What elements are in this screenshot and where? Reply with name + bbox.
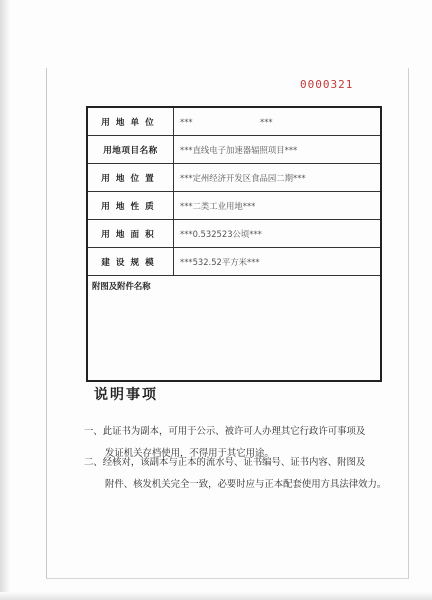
table-row bbox=[87, 220, 381, 248]
attachments-label: 附图及附件名称 bbox=[92, 281, 151, 291]
project-name-label: 用地项目名称 bbox=[87, 136, 174, 164]
table-row bbox=[87, 276, 381, 382]
land-user-value bbox=[174, 107, 382, 136]
land-location-label: 用地位置 bbox=[87, 164, 174, 192]
note-item-1-line-2: 发证机关存档使用，不得用于其它用途。 bbox=[105, 448, 274, 459]
land-area-value: ***0.532523公顷*** bbox=[174, 220, 382, 248]
project-name-value: ***直线电子加速器辐照项目*** bbox=[174, 136, 382, 164]
land-nature-value: ***二类工业用地*** bbox=[174, 192, 382, 220]
table-row bbox=[87, 248, 381, 276]
land-use-info-table bbox=[86, 106, 382, 382]
note-item-2 bbox=[84, 452, 396, 496]
note-item-2-line-2: 附件、核发机关完全一致，必要时应与正本配套使用方具法律效力。 bbox=[105, 479, 387, 490]
land-user-value-b: *** bbox=[260, 116, 273, 127]
note-item-1-line-1: 一、此证书为副本，可用于公示、被许可人办理其它行政许可事项及 bbox=[84, 426, 366, 437]
table-row bbox=[87, 192, 381, 220]
construction-scale-value: ***532.52平方米*** bbox=[174, 248, 382, 276]
table-row bbox=[87, 164, 381, 192]
land-user-value-a: *** bbox=[180, 116, 193, 127]
attachments-cell bbox=[87, 276, 381, 382]
table-row bbox=[87, 136, 381, 164]
land-nature-label: 用地性质 bbox=[87, 192, 174, 220]
construction-scale-label: 建设规模 bbox=[87, 248, 174, 276]
land-user-label: 用地单位 bbox=[87, 107, 174, 136]
note-item-2-line-1: 二、经核对，该副本与正本的流水号、证书编号、证书内容、附图及 bbox=[84, 457, 366, 468]
land-location-value: ***定州经济开发区食品园二期*** bbox=[174, 164, 382, 192]
table-row bbox=[87, 107, 381, 136]
page-bottom-shadow bbox=[0, 592, 432, 600]
serial-number: 0000321 bbox=[300, 78, 354, 91]
land-area-label: 用地面积 bbox=[87, 220, 174, 248]
page-edge-shadow bbox=[0, 0, 10, 600]
notes-title: 说明事项 bbox=[94, 387, 158, 403]
